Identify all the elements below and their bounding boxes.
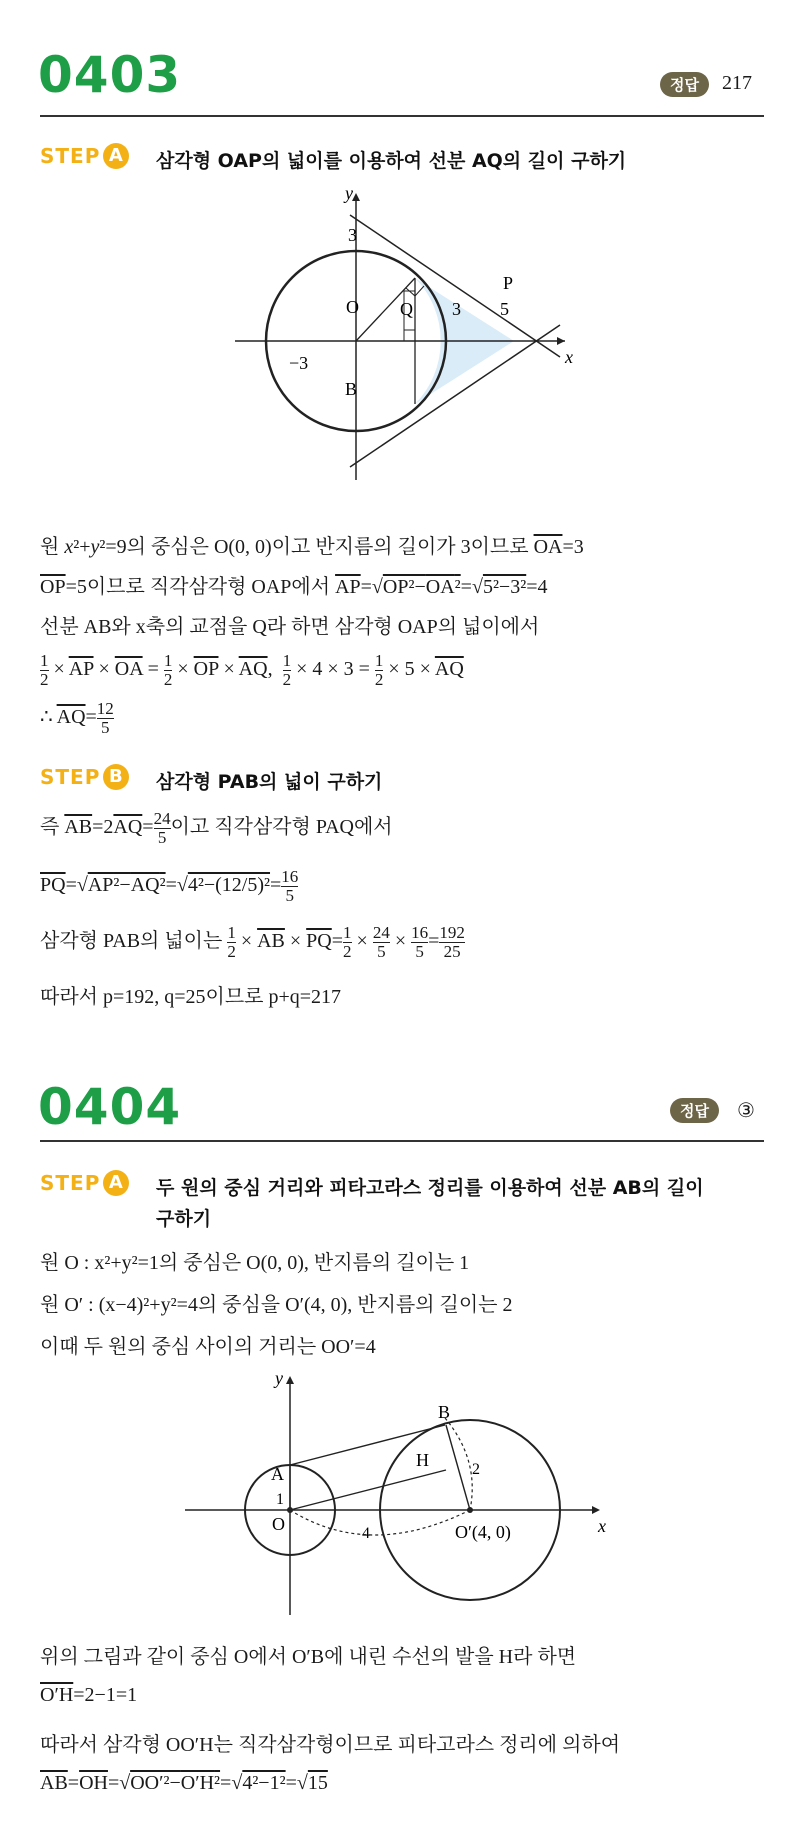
text-line: $\overline{PQ}=√AP^2-AQ^2=√4^2-(12/5)^2=$ 16 5	[40, 867, 299, 905]
label-A: A	[271, 1464, 284, 1484]
text-line: 이때 두 원의 중심 사이의 거리는 OO′=4	[40, 1336, 376, 1358]
label-O: O	[346, 297, 359, 317]
label-1: 1	[276, 1491, 284, 1508]
problem-number: 0403	[38, 46, 182, 104]
text-line: 원 x²+y²=9의 중심은 O(0, 0)이고 반지름의 길이가 3이므로 $\overline{OA}=3$	[40, 536, 584, 558]
label-minus3-y: −3	[289, 353, 309, 373]
text-line: 원 O : x²+y²=1의 중심은 O(0, 0), 반지름의 길이는 1	[40, 1252, 470, 1274]
label-3: 3	[348, 225, 357, 245]
segment-oh	[290, 1470, 446, 1510]
right-angle-q	[404, 330, 415, 341]
label-P: P	[503, 273, 514, 293]
label-Q: Q	[400, 299, 413, 319]
step-label: STEP B	[40, 764, 129, 790]
label-5: 5	[500, 299, 509, 319]
figure-two-circles	[180, 1370, 620, 1620]
label-y: y	[275, 1370, 283, 1388]
step-title: 삼각형 OAP의 넓이를 이용하여 선분 AQ의 길이 구하기	[156, 150, 627, 172]
label-B: B	[345, 379, 358, 399]
step-circle: B	[103, 764, 129, 790]
answer-value: ③	[737, 1100, 755, 1122]
text-line: $\overline{AB}=\overline{OH}=√OO'^2-O'H^2=√4^2-1^2=√15$	[40, 1772, 328, 1794]
label-B: B	[438, 1402, 451, 1422]
label-4: 4	[362, 1525, 370, 1542]
answer-badge: 정답	[670, 1098, 719, 1123]
segment-o-prime-b	[446, 1425, 470, 1510]
answer-value: 217	[722, 72, 752, 94]
text-line: 선분 AB와 x축의 교점을 Q라 하면 삼각형 OAP의 넓이에서	[40, 616, 540, 638]
step-title: 두 원의 중심 거리와 피타고라스 정리를 이용하여 선분 AB의 길이	[156, 1177, 704, 1199]
y-axis-arrow	[352, 193, 360, 201]
text-line: ∴ $\overline{AQ}=$ 12 5	[40, 699, 114, 737]
text-line: 1 $2 \times \overline{AP} \times \overline{OA}$ = 1 $2 \times \overline{OP} \times \overline{AQ}$, 1 2 × 4 × 3 = 1 $2 \times 5 \times \overline{AQ}$	[40, 651, 464, 689]
section-divider	[40, 1140, 764, 1142]
problem-number: 0404	[38, 1078, 182, 1136]
step-title: 삼각형 PAB의 넓이 구하기	[156, 771, 383, 793]
label-y: y	[345, 185, 353, 203]
text-line: 원 O′ : (x−4)²+y²=4의 중심을 O′(4, 0), 반지름의 길이는 2	[40, 1294, 513, 1316]
text-line: O′H=2−1=1	[40, 1684, 138, 1706]
text-line: 위의 그림과 같이 중심 O에서 O′B에 내린 수선의 발을 H라 하면	[40, 1646, 577, 1668]
label-x: x	[565, 347, 573, 367]
text-line: 따라서 삼각형 OO′H는 직각삼각형이므로 피타고라스 정리에 의하여	[40, 1734, 621, 1756]
step-label: STEP A	[40, 1170, 129, 1196]
label-2: 2	[472, 1461, 480, 1478]
figure-circle-tangent	[220, 185, 580, 495]
y-axis-arrow	[286, 1376, 294, 1384]
label-3x: 3	[452, 299, 461, 319]
label-O: O	[272, 1514, 285, 1534]
step-label: STEP A	[40, 143, 129, 169]
text-line: 따라서 p=192, q=25이므로 p+q=217	[40, 986, 342, 1008]
x-axis-arrow	[557, 337, 565, 345]
section-divider	[40, 115, 764, 117]
x-axis-arrow	[592, 1506, 600, 1514]
answer-badge: 정답	[660, 72, 709, 97]
text-line: 즉 $\overline{AB}=2\overline{AQ}=$ 24 5 이고 직각삼각형 PAQ에서	[40, 809, 393, 847]
label-H: H	[416, 1450, 429, 1470]
step-circle: A	[103, 143, 129, 169]
label-x: x	[598, 1516, 606, 1536]
step-title-cont: 구하기	[156, 1208, 212, 1230]
text-line: 삼각형 PAB의 넓이는 1 $2 \times \overline{AB} \times \overline{PQ}=$ 1 2 × 24 5 × 16 5 = 192 25	[40, 923, 465, 961]
step-circle: A	[103, 1170, 129, 1196]
label-o-prime: O′(4, 0)	[455, 1522, 511, 1542]
text-line: $\overline{OP}=5$이므로 직각삼각형 OAP에서 $\overline{AP}=√OP^2-OA^2=√5^2-3^2=4$	[40, 576, 548, 598]
